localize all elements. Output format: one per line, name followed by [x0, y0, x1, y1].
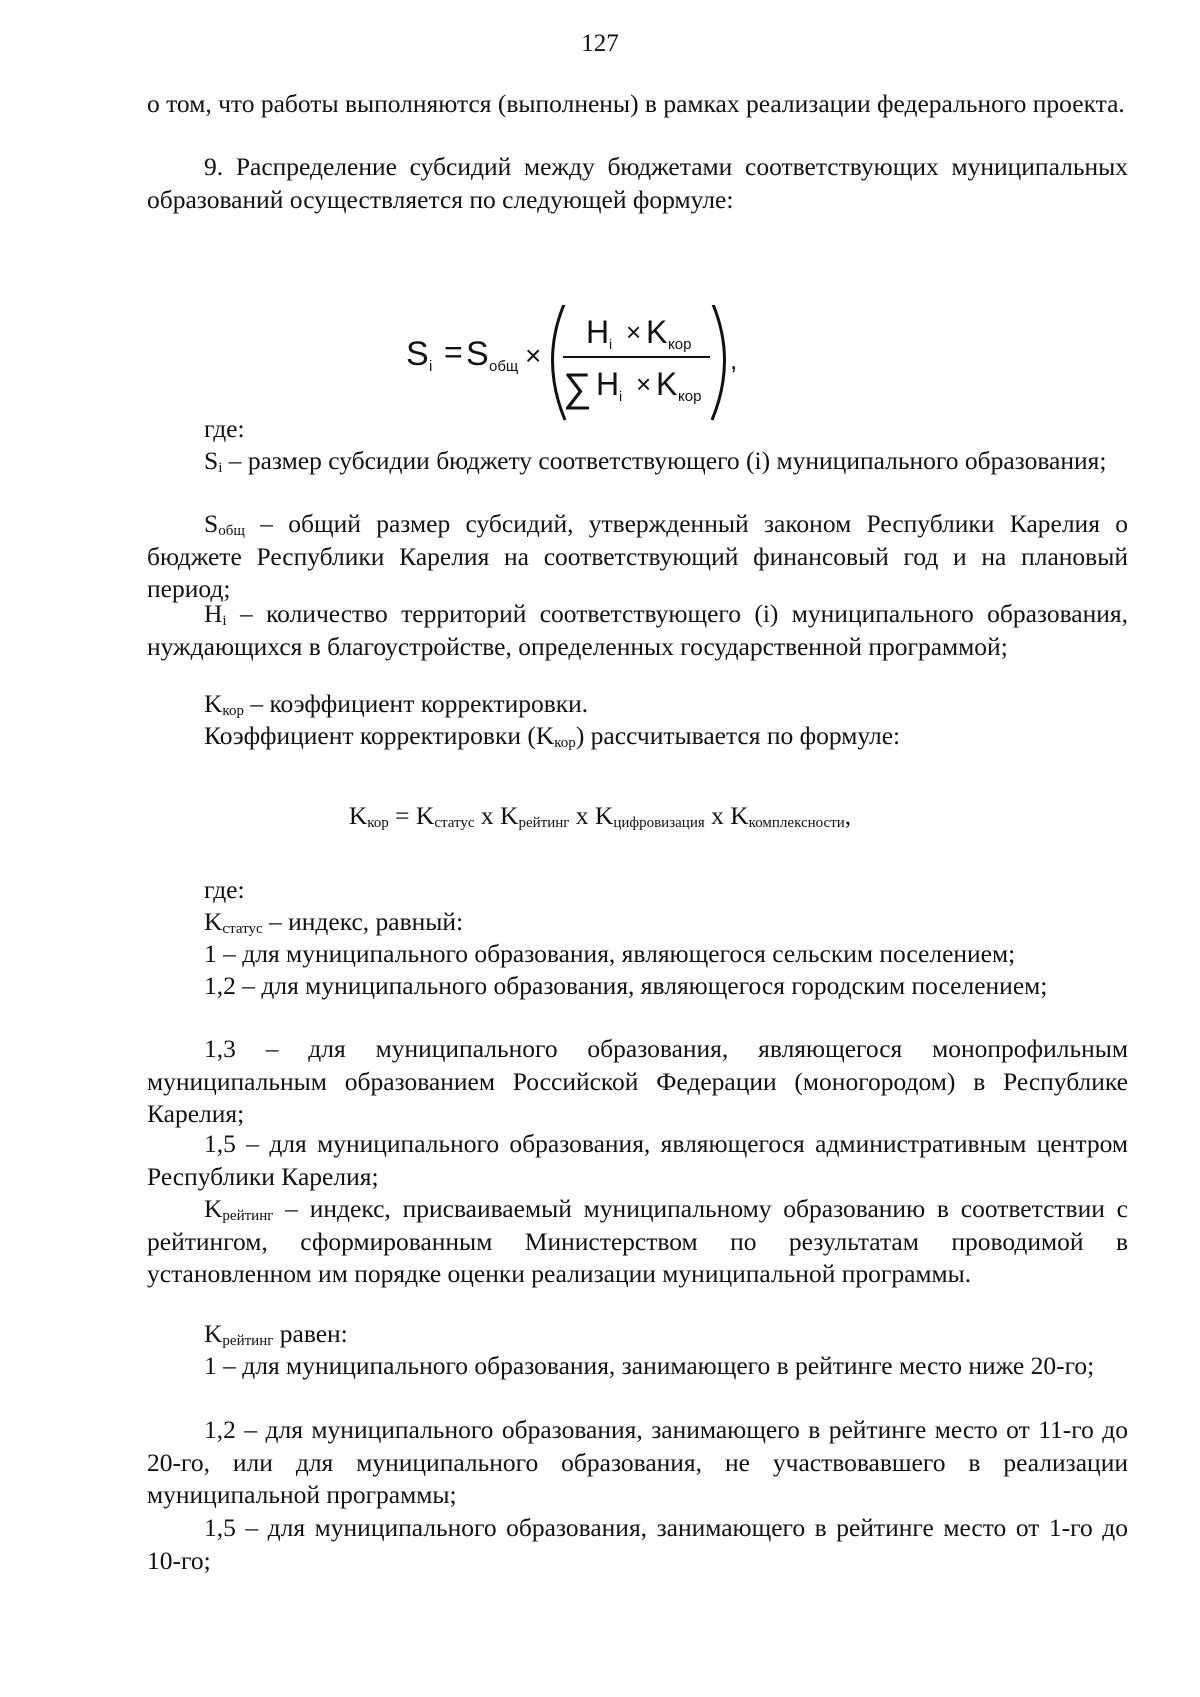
definition-sobsh: $S_{общ}$ – общий размер субсидий, утвержденный законом Республики Карелия о бюджете Республики Карелия на соответствующий финансовый год и на плановый период;	[147, 509, 1128, 603]
formula-times: ×	[525, 340, 542, 371]
status-definition: $K_{статус}$ – индекс, равный:	[204, 907, 464, 937]
definition-kkor: $K_{кор}$ – коэффициент корректировки.	[204, 689, 589, 719]
formula-i-sub: i	[429, 358, 433, 375]
denominator-sigma: ∑	[563, 366, 592, 410]
definition-hi: $H_i$ – количество территорий соответствующего (i) муниципального образования, нуждающихся в благоустройстве, определенных государственной программой;	[147, 599, 1128, 661]
where-label-2: где:	[204, 875, 245, 904]
denominator-x: ×	[636, 369, 652, 399]
numerator-kor: кор	[668, 336, 692, 353]
denominator-i: i	[619, 388, 623, 404]
rating-definition: $K_{рейтинг}$ – индекс, присваиваемый муниципальному образованию в соответствии с рейтингом, сформированным Министерством по результатам проводимой в установленном им порядке оценки реализации муниципальной программы.	[147, 1194, 1128, 1288]
correction-coefficient-formula: $K_{кор} = K_{статус}$ x $K_{рейтинг}$ x $K_{цифровизация}$ x $K_{комплексности}$,	[348, 801, 852, 831]
formula-sobsh: S	[466, 335, 489, 373]
denominator-k: K	[656, 366, 678, 402]
status-value-1-2: 1,2 – для муниципального образования, являющегося городским поселением;	[204, 971, 1048, 1000]
formula-comma: ,	[730, 345, 738, 375]
paragraph-distribution: 9. Распределение субсидий между бюджетами соответствующих муниципальных образований осуществляется по следующей формуле:	[147, 152, 1128, 214]
kkor-formula-intro: Коэффициент корректировки $(K_{кор})$ рассчитывается по формуле:	[204, 721, 901, 751]
paragraph-federal-project: о том, что работы выполняются (выполнены) в рамках реализации федерального проекта.	[147, 89, 1125, 118]
status-value-1-5: 1,5 – для муниципального образования, являющегося административным центром Республики Карелия;	[147, 1129, 1128, 1191]
rating-value-1-5: 1,5 – для муниципального образования, занимающего в рейтинге место от 1-го до 10-го;	[147, 1513, 1128, 1575]
numerator-h: H	[586, 314, 610, 350]
rating-value-1: 1 – для муниципального образования, занимающего в рейтинге место ниже 20-го;	[204, 1351, 1095, 1380]
formula-sobsh-sub: общ	[489, 358, 519, 375]
page-number: 127	[581, 30, 619, 57]
numerator-x: ×	[626, 317, 642, 347]
definition-si: $S_i$ – размер субсидии бюджету соответствующего (i) муниципального образования;	[204, 446, 1107, 476]
rating-equals: $K_{рейтинг}$ равен:	[204, 1319, 348, 1349]
denominator-kor: кор	[678, 388, 702, 405]
numerator-i: i	[609, 336, 613, 352]
denominator-h: H	[596, 366, 620, 402]
formula-right-paren	[712, 305, 725, 420]
where-label-1: где:	[204, 414, 245, 443]
numerator-k: K	[646, 314, 668, 350]
rating-value-1-2: 1,2 – для муниципального образования, занимающего в рейтинге место от 11-го до 20-го, или для муниципального образования, не участвовавшего в реализации муниципальной программы;	[147, 1415, 1128, 1509]
status-value-1-3: 1,3 – для муниципального образования, являющегося монопрофильным муниципальным образованием Российской Федерации (моногородом) в Республике Карелия;	[147, 1034, 1128, 1128]
status-value-1: 1 – для муниципального образования, являющегося сельским поселением;	[204, 939, 1016, 968]
formula-eq: =	[444, 334, 463, 370]
formula-s: S	[406, 335, 429, 373]
subsidy-formula	[400, 305, 820, 425]
